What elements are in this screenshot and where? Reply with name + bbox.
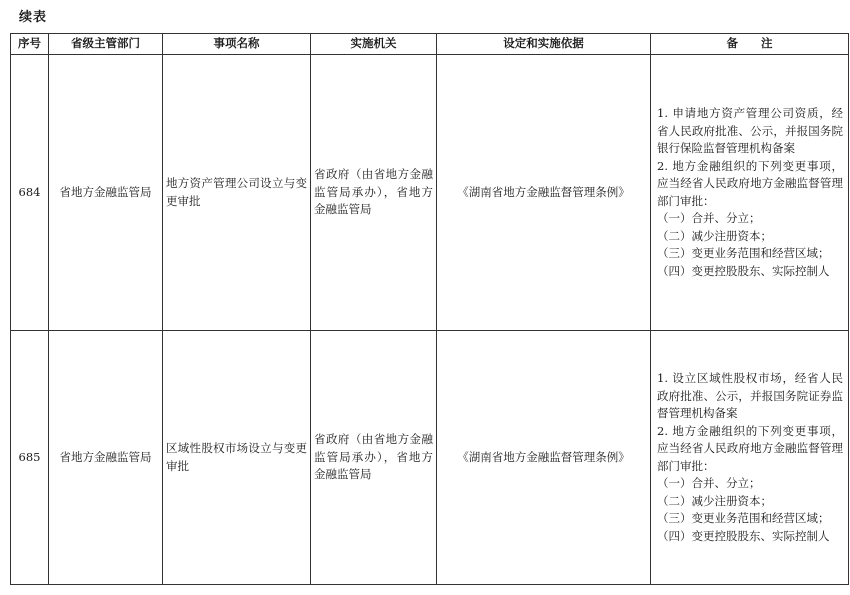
cell-legal-basis: 《湖南省地方金融监督管理条例》 [437, 55, 651, 331]
cell-agency: 省政府（由省地方金融监管局承办），省地方金融监管局 [311, 55, 437, 331]
cell-department: 省地方金融监管局 [49, 331, 163, 585]
remark-line: （四）变更控股股东、实际控制人 [657, 263, 830, 278]
header-remarks: 备 注 [651, 34, 849, 55]
header-serial-no: 序号 [11, 34, 49, 55]
remark-line: （二）减少注册资本； [657, 228, 772, 243]
table-header-row [11, 34, 849, 55]
remark-line: （一）合并、分立； [657, 476, 761, 490]
header-item-name: 事项名称 [163, 34, 311, 55]
table-row [11, 55, 849, 331]
remark-line: （一）合并、分立； [657, 211, 761, 225]
cell-serial-no: 684 [11, 55, 49, 331]
remark-line: （三）变更业务范围和经营区域； [657, 511, 830, 525]
cell-agency: 省政府（由省地方金融监管局承办），省地方金融监管局 [311, 331, 437, 585]
cell-department: 省地方金融监管局 [49, 55, 163, 331]
header-department: 省级主管部门 [49, 34, 163, 55]
approval-items-table [10, 33, 849, 585]
remark-line: 2. 地方金融组织的下列变更事项，应当经省人民政府地方金融监督管理部门审批： [657, 158, 843, 208]
remark-line: 1. 申请地方资产管理公司资质，经省人民政府批准、公示，并报国务院银行保险监督管理机构备案 [657, 106, 843, 155]
remark-line: （四）变更控股股东、实际控制人 [657, 528, 830, 543]
remark-line: 2. 地方金融组织的下列变更事项，应当经省人民政府地方金融监督管理部门审批： [657, 423, 843, 473]
cell-serial-no: 685 [11, 331, 49, 585]
cell-remarks [651, 331, 849, 585]
remark-line: 1. 设立区域性股权市场，经省人民政府批准、公示，并报国务院证券监督管理机构备案 [657, 371, 843, 420]
table-caption: 续表 [19, 10, 48, 25]
remark-line: （二）减少注册资本； [657, 493, 772, 508]
cell-item-name: 区域性股权市场设立与变更审批 [163, 331, 311, 585]
remark-line: （三）变更业务范围和经营区域； [657, 246, 830, 260]
table-row [11, 331, 849, 585]
cell-legal-basis: 《湖南省地方金融监督管理条例》 [437, 331, 651, 585]
header-legal-basis: 设定和实施依据 [437, 34, 651, 55]
cell-item-name: 地方资产管理公司设立与变更审批 [163, 55, 311, 331]
header-agency: 实施机关 [311, 34, 437, 55]
cell-remarks [651, 55, 849, 331]
